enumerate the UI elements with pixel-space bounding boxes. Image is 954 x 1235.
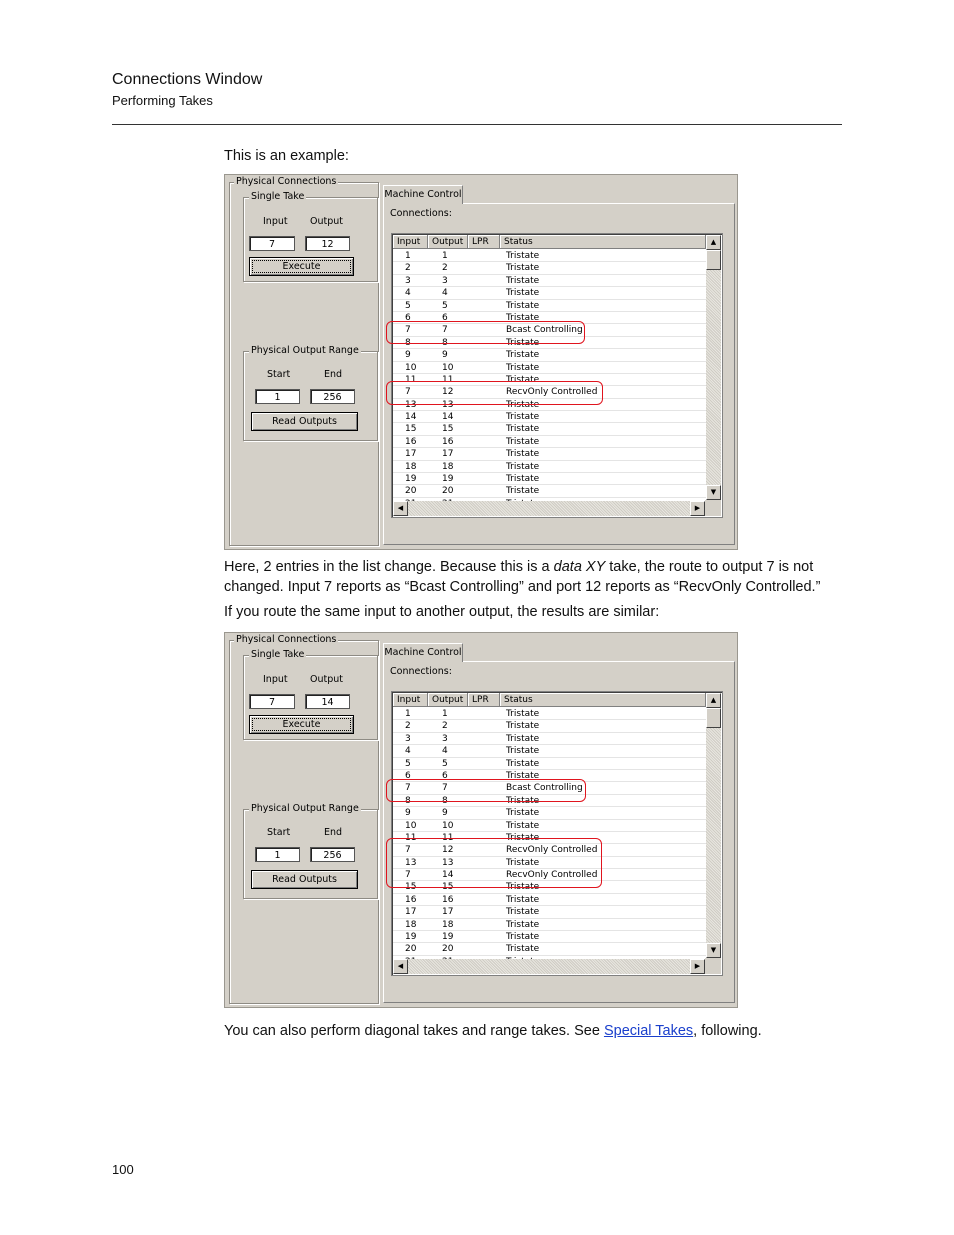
cell-input: 14 <box>405 412 417 423</box>
table-row[interactable] <box>393 423 706 435</box>
table-row[interactable] <box>393 807 706 819</box>
cell-output: 3 <box>442 733 448 744</box>
cell-status: Tristate <box>506 795 540 806</box>
intro-text: This is an example: <box>224 148 349 164</box>
cell-output: 4 <box>442 746 448 757</box>
explanation-text-a: Here, 2 entries in the list change. Because this is a <box>224 559 554 575</box>
cell-status: Tristate <box>506 944 540 955</box>
cell-output: 16 <box>442 436 454 447</box>
cell-input: 7 <box>405 387 411 398</box>
cell-output: 2 <box>442 721 448 732</box>
explanation-paragraph <box>224 557 834 597</box>
scroll-up-icon[interactable]: ▲ <box>706 693 721 708</box>
scroll-right-icon[interactable]: ▶ <box>690 501 705 516</box>
closing-paragraph <box>224 1021 834 1041</box>
table-row[interactable] <box>393 733 706 745</box>
input-label: Input <box>263 216 288 227</box>
cell-input: 11 <box>405 374 417 385</box>
output-label: Output <box>310 674 343 685</box>
cell-output: 14 <box>442 412 454 423</box>
cell-output: 9 <box>442 808 448 819</box>
page-number: 100 <box>112 1162 134 1177</box>
explanation-emphasis: data XY <box>553 559 606 575</box>
cell-output: 10 <box>442 362 454 373</box>
tab-machine-control[interactable]: Machine Control <box>383 185 463 204</box>
horizontal-scrollbar[interactable] <box>393 959 705 974</box>
cell-input: 8 <box>405 795 411 806</box>
similar-results-text: If you route the same input to another output, the results are similar: <box>224 604 660 620</box>
cell-input: 7 <box>405 325 411 336</box>
connections-label: Connections: <box>390 666 452 677</box>
cell-input: 4 <box>405 288 411 299</box>
cell-status: Tristate <box>506 820 540 831</box>
table-row[interactable] <box>393 262 706 274</box>
scroll-left-icon[interactable]: ◀ <box>393 959 408 974</box>
end-field[interactable]: 256 <box>310 847 355 862</box>
table-row[interactable] <box>393 275 706 287</box>
end-label: End <box>324 827 343 838</box>
cell-output: 1 <box>442 709 448 719</box>
input-field[interactable]: 7 <box>249 236 295 251</box>
cell-input: 7 <box>405 845 411 856</box>
scroll-up-icon[interactable]: ▲ <box>706 235 721 250</box>
scrollbar-corner <box>705 958 721 974</box>
execute-button[interactable]: Execute <box>249 257 354 276</box>
cell-status: Tristate <box>506 251 540 261</box>
cell-output: 4 <box>442 288 448 299</box>
cell-status: Tristate <box>506 449 540 460</box>
input-label: Input <box>263 674 288 685</box>
connections-list[interactable] <box>391 691 723 976</box>
cell-input: 17 <box>405 907 417 918</box>
output-range-label: Physical Output Range <box>251 803 359 814</box>
cell-status: Tristate <box>506 288 540 299</box>
cell-input: 2 <box>405 263 411 274</box>
table-row[interactable] <box>393 820 706 832</box>
table-row[interactable] <box>393 906 706 918</box>
cell-input: 18 <box>405 919 417 930</box>
table-row[interactable] <box>393 436 706 448</box>
cell-status: Tristate <box>506 894 540 905</box>
read-outputs-button[interactable]: Read Outputs <box>251 412 358 431</box>
cell-output: 6 <box>442 312 448 323</box>
output-field[interactable]: 12 <box>305 236 350 251</box>
scroll-down-icon[interactable]: ▼ <box>706 943 721 958</box>
cell-status: Tristate <box>506 832 540 843</box>
cell-status: Tristate <box>506 374 540 385</box>
cell-output: 14 <box>442 870 454 881</box>
cell-status: RecvOnly Controlled <box>506 845 598 856</box>
cell-output: 2 <box>442 263 448 274</box>
cell-output: 20 <box>442 944 454 955</box>
cell-status: Tristate <box>506 474 540 485</box>
cell-status: Tristate <box>506 882 540 893</box>
table-row[interactable] <box>393 473 706 485</box>
start-field[interactable]: 1 <box>255 847 300 862</box>
cell-output: 18 <box>442 461 454 472</box>
cell-output: 1 <box>442 251 448 261</box>
highlight-box <box>386 779 586 802</box>
cell-status: Tristate <box>506 424 540 435</box>
cell-output: 5 <box>442 758 448 769</box>
cell-output: 12 <box>442 845 454 856</box>
closing-text-a: You can also perform diagonal takes and range takes. See <box>224 1023 604 1039</box>
output-label: Output <box>310 216 343 227</box>
physical-connections-label: Physical Connections <box>236 176 337 187</box>
header-rule <box>112 124 842 125</box>
table-row[interactable] <box>393 720 706 732</box>
cell-output: 7 <box>442 783 448 794</box>
special-takes-link[interactable]: Special Takes <box>603 1023 694 1039</box>
table-row[interactable] <box>393 411 706 423</box>
cell-input: 19 <box>405 474 417 485</box>
screenshot-data-xy-take <box>224 174 738 550</box>
header-subtitle: Performing Takes <box>112 93 213 108</box>
cell-input: 11 <box>405 832 417 843</box>
explanation-text-b: take, the route to output 7 is not changed. Input 7 reports as “Bcast Controlling” and port 12 reports as “RecvOnly Controlled.” <box>224 559 821 595</box>
cell-input: 3 <box>405 733 411 744</box>
cell-input: 16 <box>405 436 417 447</box>
cell-input: 5 <box>405 758 411 769</box>
vertical-scrollbar[interactable] <box>706 693 721 958</box>
column-header-lpr[interactable]: LPR <box>468 693 500 707</box>
cell-input: 1 <box>405 251 411 261</box>
end-label: End <box>324 369 343 380</box>
cell-input: 2 <box>405 721 411 732</box>
cell-input: 9 <box>405 808 411 819</box>
cell-input: 18 <box>405 461 417 472</box>
connections-label: Connections: <box>390 208 452 219</box>
physical-connections-label: Physical Connections <box>236 634 337 645</box>
cell-output: 7 <box>442 325 448 336</box>
scroll-thumb[interactable] <box>706 708 721 728</box>
cell-status: Tristate <box>506 312 540 323</box>
table-row[interactable] <box>393 300 706 312</box>
cell-output: 19 <box>442 474 454 485</box>
cell-output: 8 <box>442 795 448 806</box>
scroll-right-icon[interactable]: ▶ <box>690 959 705 974</box>
cell-output: 18 <box>442 919 454 930</box>
cell-input: 13 <box>405 399 417 410</box>
cell-status: Tristate <box>506 362 540 373</box>
cell-output: 20 <box>442 486 454 497</box>
cell-output: 17 <box>442 907 454 918</box>
scroll-down-icon[interactable]: ▼ <box>706 485 721 500</box>
cell-status: Tristate <box>506 461 540 472</box>
table-row[interactable] <box>393 708 706 720</box>
vertical-scrollbar[interactable] <box>706 235 721 500</box>
scroll-left-icon[interactable]: ◀ <box>393 501 408 516</box>
cell-input: 4 <box>405 746 411 757</box>
cell-input: 8 <box>405 337 411 348</box>
cell-status: Tristate <box>506 857 540 868</box>
cell-status: Tristate <box>506 758 540 769</box>
table-row[interactable] <box>393 931 706 943</box>
cell-status: Tristate <box>506 733 540 744</box>
cell-input: 16 <box>405 894 417 905</box>
table-row[interactable] <box>393 758 706 770</box>
table-row[interactable] <box>393 250 706 262</box>
cell-status: Bcast Controlling <box>506 325 583 336</box>
output-range-label: Physical Output Range <box>251 345 359 356</box>
single-take-label: Single Take <box>251 649 305 660</box>
cell-status: Tristate <box>506 932 540 943</box>
cell-status: Bcast Controlling <box>506 783 583 794</box>
cell-input: 20 <box>405 486 417 497</box>
cell-input: 17 <box>405 449 417 460</box>
cell-status: Tristate <box>506 436 540 447</box>
cell-status: Tristate <box>506 709 540 719</box>
cell-status: Tristate <box>506 770 540 781</box>
cell-status: Tristate <box>506 350 540 361</box>
column-header-status[interactable]: Status <box>500 693 706 707</box>
cell-output: 13 <box>442 857 454 868</box>
cell-output: 3 <box>442 275 448 286</box>
cell-output: 12 <box>442 387 454 398</box>
horizontal-scrollbar[interactable] <box>393 501 705 516</box>
cell-input: 9 <box>405 350 411 361</box>
cell-output: 15 <box>442 424 454 435</box>
table-row[interactable] <box>393 287 706 299</box>
cell-input: 6 <box>405 770 411 781</box>
highlight-box <box>386 838 602 888</box>
cell-input: 15 <box>405 424 417 435</box>
table-row[interactable] <box>393 894 706 906</box>
cell-status: Tristate <box>506 907 540 918</box>
cell-status: Tristate <box>506 746 540 757</box>
connections-list[interactable] <box>391 233 723 518</box>
table-row[interactable] <box>393 461 706 473</box>
cell-output: 11 <box>442 374 454 385</box>
cell-status: Tristate <box>506 275 540 286</box>
cell-input: 1 <box>405 709 411 719</box>
cell-output: 19 <box>442 932 454 943</box>
cell-output: 15 <box>442 882 454 893</box>
cell-status: Tristate <box>506 412 540 423</box>
scrollbar-corner <box>705 500 721 516</box>
start-label: Start <box>267 827 291 838</box>
cell-status: Tristate <box>506 300 540 311</box>
end-field[interactable]: 256 <box>310 389 355 404</box>
single-take-label: Single Take <box>251 191 305 202</box>
cell-input: 20 <box>405 944 417 955</box>
cell-output: 8 <box>442 337 448 348</box>
cell-status: RecvOnly Controlled <box>506 870 598 881</box>
column-header-input[interactable]: Input <box>393 693 428 707</box>
cell-status: Tristate <box>506 808 540 819</box>
cell-status: Tristate <box>506 721 540 732</box>
cell-output: 16 <box>442 894 454 905</box>
cell-output: 10 <box>442 820 454 831</box>
table-row[interactable] <box>393 448 706 460</box>
cell-status: RecvOnly Controlled <box>506 387 598 398</box>
cell-input: 5 <box>405 300 411 311</box>
highlight-box <box>386 381 603 405</box>
table-row[interactable] <box>393 745 706 757</box>
cell-output: 9 <box>442 350 448 361</box>
table-row[interactable] <box>393 362 706 374</box>
column-header-output[interactable]: Output <box>428 235 468 249</box>
cell-input: 10 <box>405 362 417 373</box>
cell-input: 19 <box>405 932 417 943</box>
header-title: Connections Window <box>112 71 263 88</box>
tab-machine-control[interactable]: Machine Control <box>383 643 463 662</box>
cell-status: Tristate <box>506 263 540 274</box>
column-header-status[interactable]: Status <box>500 235 706 249</box>
cell-input: 15 <box>405 882 417 893</box>
output-field[interactable]: 14 <box>305 694 350 709</box>
table-row[interactable] <box>393 485 706 497</box>
execute-button[interactable]: Execute <box>249 715 354 734</box>
read-outputs-button[interactable]: Read Outputs <box>251 870 358 889</box>
table-row[interactable] <box>393 919 706 931</box>
cell-status: Tristate <box>506 399 540 410</box>
cell-input: 6 <box>405 312 411 323</box>
table-row[interactable] <box>393 349 706 361</box>
closing-text-b: , following. <box>693 1023 762 1039</box>
scroll-thumb[interactable] <box>706 250 721 270</box>
cell-input: 10 <box>405 820 417 831</box>
cell-output: 6 <box>442 770 448 781</box>
cell-status: Tristate <box>506 337 540 348</box>
column-header-lpr[interactable]: LPR <box>468 235 500 249</box>
cell-input: 7 <box>405 870 411 881</box>
cell-output: 11 <box>442 832 454 843</box>
input-field[interactable]: 7 <box>249 694 295 709</box>
highlight-box <box>386 321 585 344</box>
cell-output: 13 <box>442 399 454 410</box>
cell-status: Tristate <box>506 919 540 930</box>
cell-input: 13 <box>405 857 417 868</box>
screenshot-second-take <box>224 632 738 1008</box>
cell-output: 5 <box>442 300 448 311</box>
cell-input: 7 <box>405 783 411 794</box>
start-field[interactable]: 1 <box>255 389 300 404</box>
cell-output: 17 <box>442 449 454 460</box>
cell-status: Tristate <box>506 486 540 497</box>
cell-input: 3 <box>405 275 411 286</box>
column-header-input[interactable]: Input <box>393 235 428 249</box>
table-row[interactable] <box>393 943 706 955</box>
column-header-output[interactable]: Output <box>428 693 468 707</box>
start-label: Start <box>267 369 291 380</box>
